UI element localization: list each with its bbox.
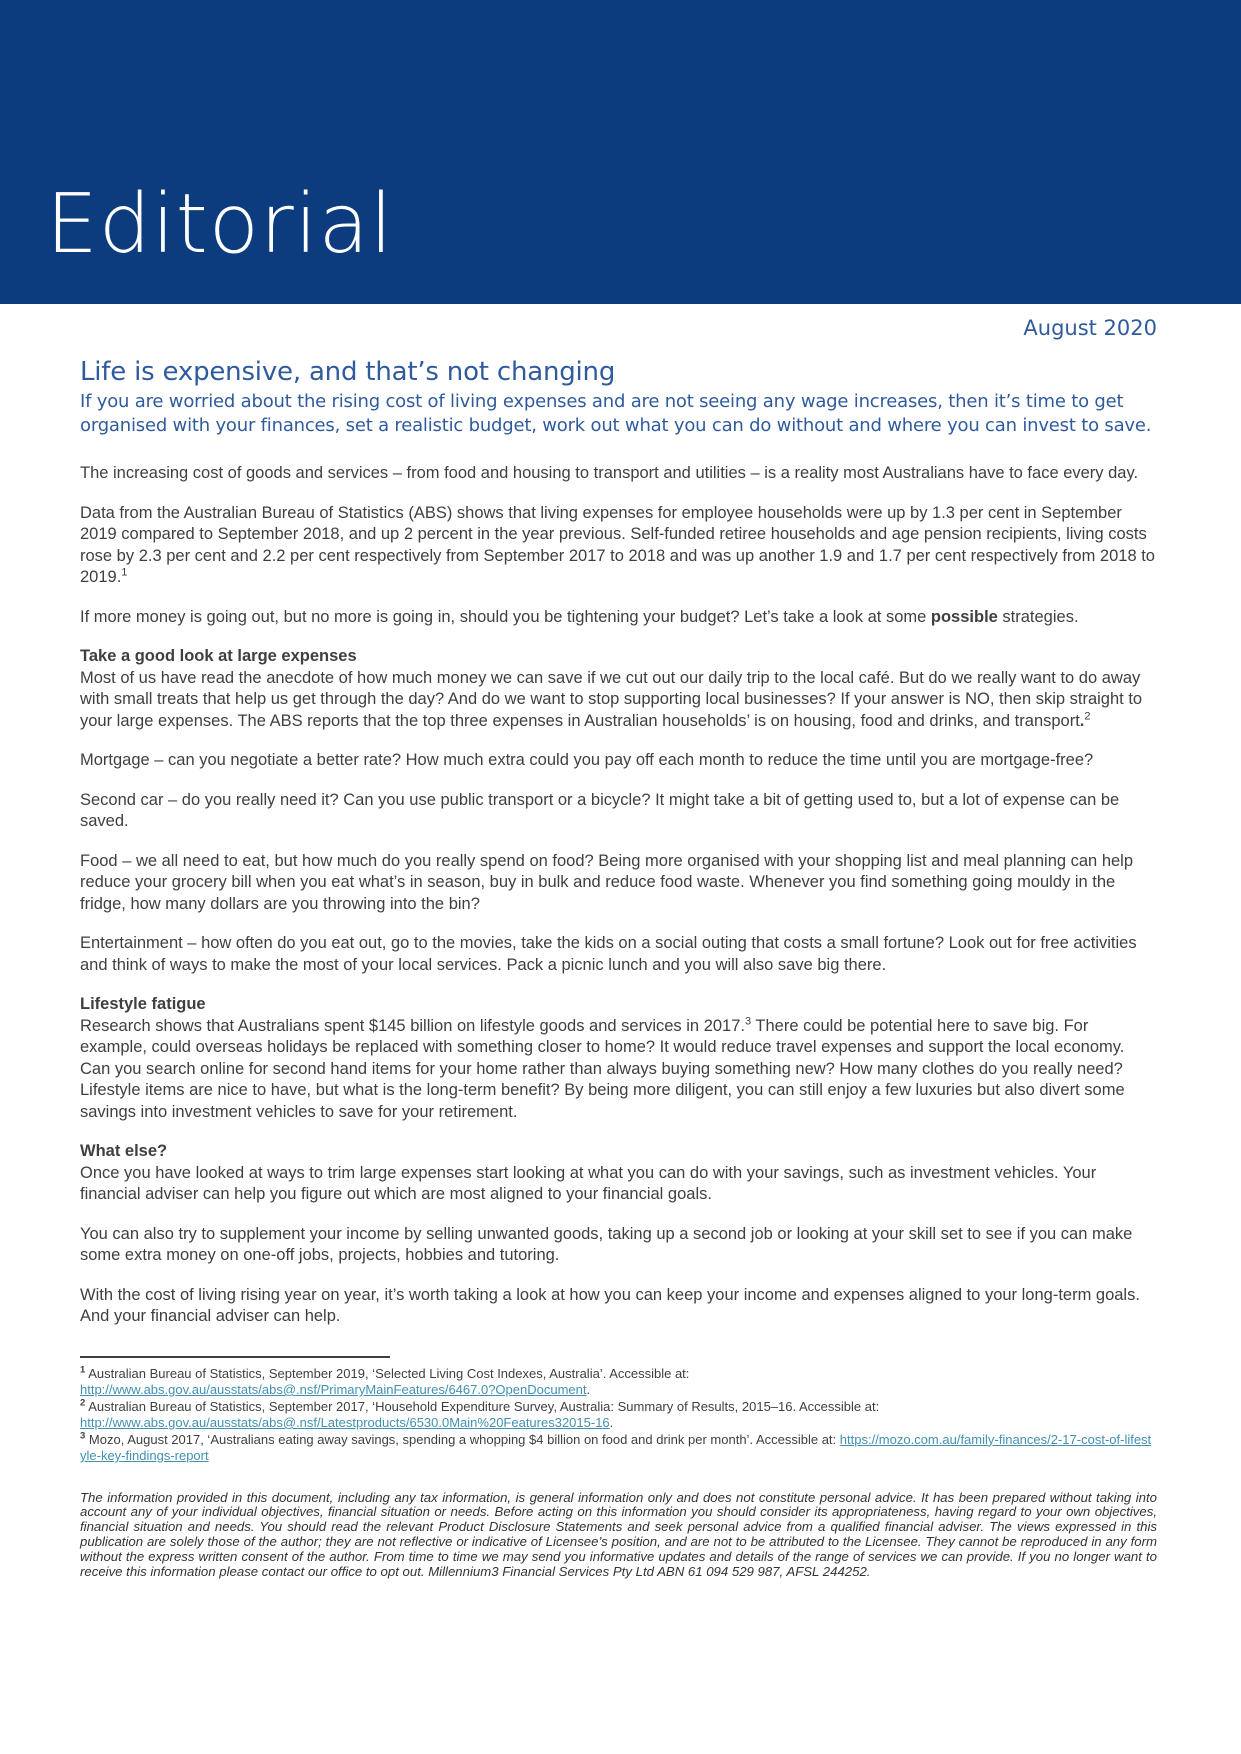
paragraph-lifestyle-pre: Research shows that Australians spent $145 billion on lifestyle goods and services in 2017. xyxy=(80,1016,745,1035)
paragraph-lifestyle xyxy=(80,1016,1157,1124)
paragraph-mortgage: Mortgage – can you negotiate a better rate? How much extra could you pay off each month to reduce the time until you are mortgage-free? xyxy=(80,751,1094,769)
footnote-ref-2: 2 xyxy=(1084,710,1091,722)
paragraph-budget-bold: possible xyxy=(930,607,998,626)
paragraph-large-expenses-period: . xyxy=(1079,711,1085,730)
footnote-3-number: 3 xyxy=(80,1430,86,1442)
paragraph-large-expenses-text: Most of us have read the anecdote of how much money we can save if we cut out our daily trip to the local café. But do we really want to do away with small treats that help us get through the day? And do we want to stop supporting local businesses? If your answer is NO, then skip straight to your large expenses. The ABS reports that the top three expenses in Australian households’ is on housing, food and drinks, and transport xyxy=(80,668,1143,730)
paragraph-second-car: Second car – do you really need it? Can you use public transport or a bicycle? It might take a bit of getting used to, but a lot of expense can be saved. xyxy=(80,790,1120,830)
page-title: Editorial xyxy=(46,177,394,272)
footnote-ref-1: 1 xyxy=(121,566,128,579)
footnote-3-link[interactable]: https://mozo.com.au/family-finances/2-17-cost-of-lifestyle-key-findings-report xyxy=(80,1431,1152,1463)
heading-large-expenses: Take a good look at large expenses xyxy=(80,647,357,665)
footnote-2-number: 2 xyxy=(80,1397,86,1409)
paragraph-increasing-cost: The increasing cost of goods and services – from food and housing to transport and utilities – is a reality most Australians have to face every day. xyxy=(80,464,1139,482)
footnote-3 xyxy=(80,1432,1157,1465)
heading-what-else: What else? xyxy=(80,1142,168,1160)
heading-lifestyle-fatigue: Lifestyle fatigue xyxy=(80,995,206,1013)
paragraph-budget-post: strategies. xyxy=(997,607,1079,626)
footnote-1-text: Australian Bureau of Statistics, September 2019, ‘Selected Living Cost Indexes, Australia’. Accessible at: xyxy=(85,1365,690,1381)
paragraph-what-else-3: With the cost of living rising year on year, it’s worth taking a look at how you can keep your income and expenses aligned to your long-term goals. And your financial adviser can help. xyxy=(80,1285,1140,1325)
footnote-ref-3: 3 xyxy=(744,1015,752,1027)
paragraph-entertainment: Entertainment – how often do you eat out, go to the movies, take the kids on a social outing that costs a small fortune? Look out for free activities and think of ways to make the most of your local services. Pack a picnic lunch and you will also save big there. xyxy=(80,934,1137,974)
footnote-2-after: . xyxy=(609,1415,614,1430)
footnote-2-link[interactable]: http://www.abs.gov.au/ausstats/abs@.nsf/Latestproducts/6530.0Main%20Features32015-16 xyxy=(80,1415,610,1430)
footnote-1-after: . xyxy=(586,1382,591,1397)
paragraph-budget-pre: If more money is going out, but no more is going in, should you be tightening your budget? Let’s take a look at some xyxy=(80,607,931,626)
footnote-1 xyxy=(80,1366,1157,1399)
footnote-1-link[interactable]: http://www.abs.gov.au/ausstats/abs@.nsf/PrimaryMainFeatures/6467.0?OpenDocument xyxy=(80,1382,587,1397)
footnote-2-text: Australian Bureau of Statistics, September 2017, ‘Household Expenditure Survey, Australia: Summary of Results, 2015–16. Accessible at: xyxy=(85,1398,880,1414)
footnotes xyxy=(80,1366,1157,1465)
footnote-2 xyxy=(80,1399,1157,1432)
article-title: Life is expensive, and that’s not changing xyxy=(80,357,616,387)
footnote-1-number: 1 xyxy=(80,1364,86,1376)
footnote-3-text: Mozo, August 2017, ‘Australians eating away savings, spending a whopping $4 billion on food and drink per month’. Accessible at: xyxy=(85,1431,840,1447)
paragraph-what-else-1: Once you have looked at ways to trim large expenses start looking at what you can do with your savings, such as investment vehicles. Your financial adviser can help you figure out which are most aligned to your financial goals. xyxy=(80,1163,1097,1203)
paragraph-abs-data xyxy=(80,503,1157,589)
paragraph-food: Food – we all need to eat, but how much do you really spend on food? Being more organised with your shopping list and meal planning can help reduce your grocery bill when you eat what’s in season, buy in bulk and reduce food waste. Whenever you find something going mouldy in the fridge, how many dollars are you throwing into the bin? xyxy=(80,851,1134,913)
paragraph-budget xyxy=(80,607,1157,629)
paragraph-lifestyle-post: There could be potential here to save big. For example, could overseas holidays be replaced with something closer to home? It would reduce travel expenses and support the local economy. Can you search online for second hand items for your home rather than always buying something new? How many clothes do you really need? Lifestyle items are nice to have, but what is the long-term benefit? By being more diligent, you can still enjoy a few luxuries but also divert some savings into investment vehicles to save for your retirement. xyxy=(80,1016,1125,1121)
paragraph-abs-text: Data from the Australian Bureau of Statistics (ABS) shows that living expenses for employee households were up by 1.3 per cent in September 2019 compared to September 2018, and up 2 percent in the year previous. Self-funded retiree households and age pension recipients, living costs rose by 2.3 per cent and 2.2 per cent respectively from September 2017 to 2018 and was up another 1.9 and 1.7 per cent respectively from 2018 to 2019. xyxy=(80,503,1155,586)
issue-date: August 2020 xyxy=(1023,316,1157,340)
article-content xyxy=(0,316,1241,1580)
article-intro: If you are worried about the rising cost of living expenses and are not seeing any wage increases, then it’s time to get organised with your finances, set a realistic budget, work out what you can do without and where you can invest to save. xyxy=(80,391,1152,436)
disclaimer-text: The information provided in this document, including any tax information, is general information only and does not constitute personal advice. It has been prepared without taking into account any of your individual objectives, financial situation or needs. Before acting on this information you should consider its appropriateness, having regard to your own objectives, financial situation and needs. You should read the relevant Product Disclosure Statements and seek personal advice from a qualified financial adviser. The views expressed in this publication are solely those of the author; they are not reflective or indicative of Licensee’s position, and are not to be attributed to the Licensee. They cannot be reproduced in any form without the express written consent of the author. From time to time we may send you informative updates and details of the range of services we can provide. If you no longer want to receive this information please contact our office to opt out. Millennium3 Financial Services Pty Ltd ABN 61 094 529 987, AFSL 244252. xyxy=(80,1489,1157,1580)
paragraph-large-expenses xyxy=(80,668,1157,733)
footnote-separator xyxy=(80,1356,390,1358)
paragraph-what-else-2: You can also try to supplement your income by selling unwanted goods, taking up a second job or looking at your skill set to see if you can make some extra money on one-off jobs, projects, hobbies and tutoring. xyxy=(80,1224,1133,1264)
header-banner xyxy=(0,0,1241,304)
